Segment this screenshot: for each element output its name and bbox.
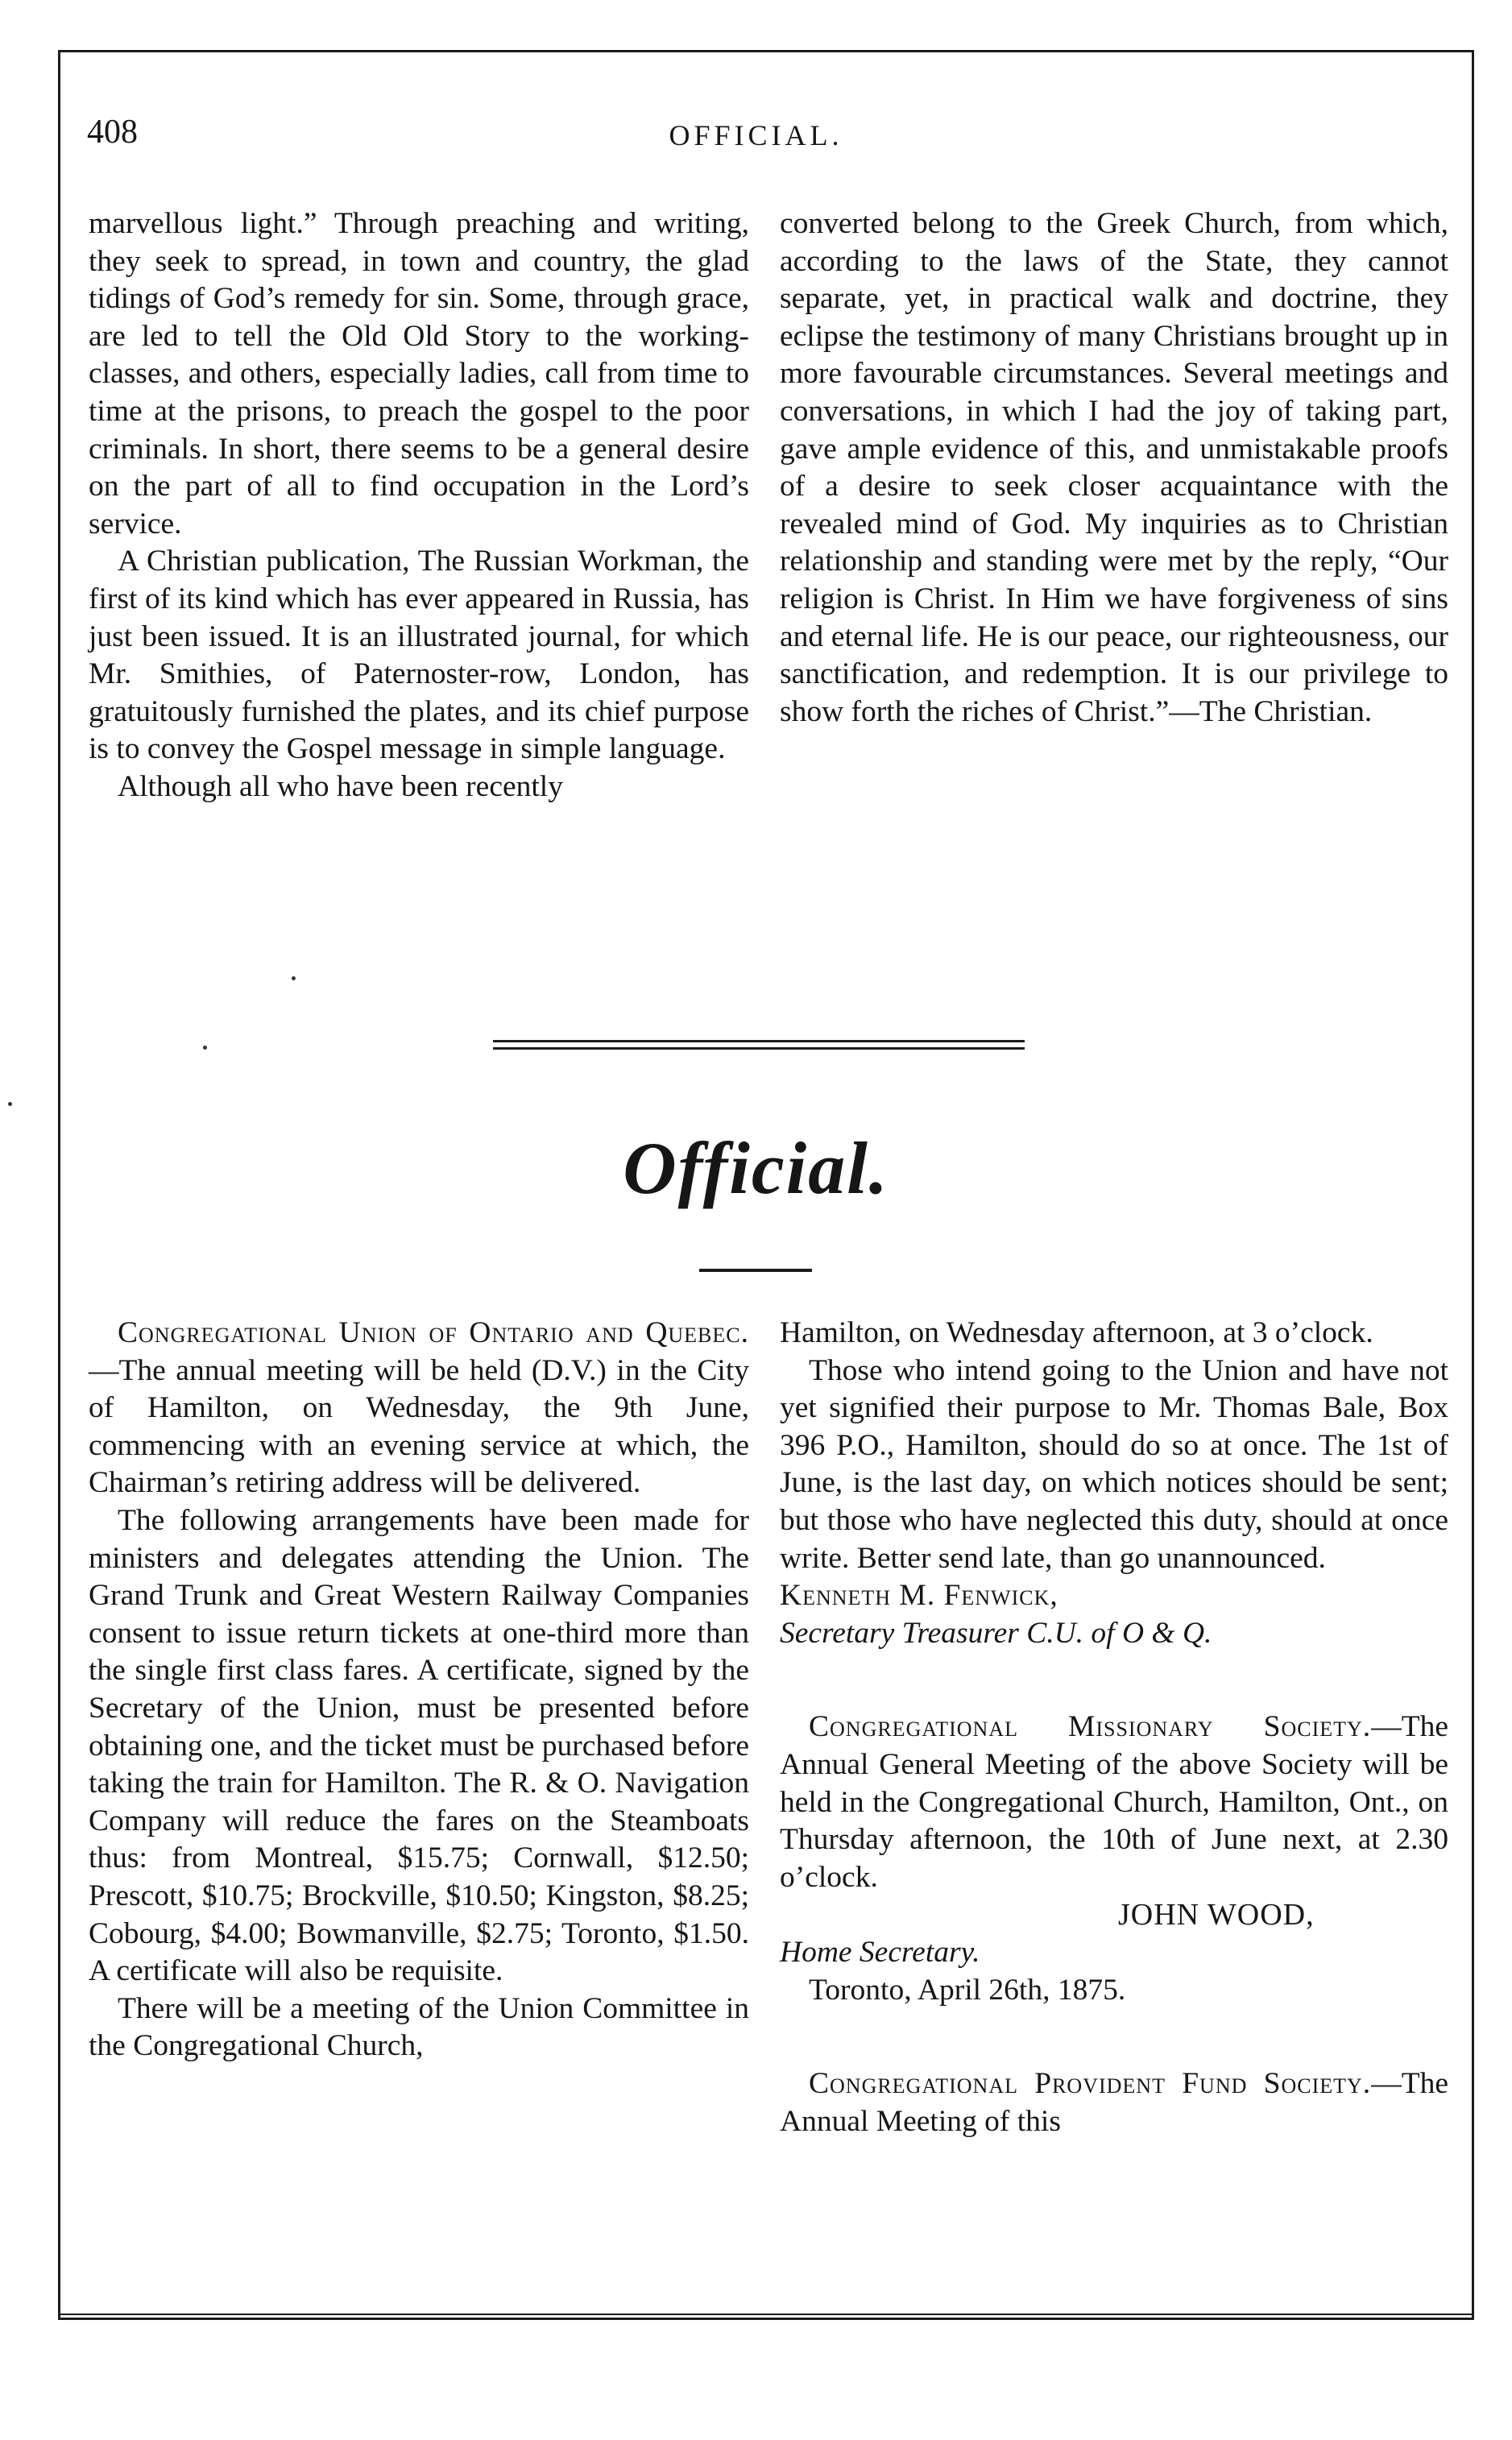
print-speck — [203, 1046, 207, 1050]
paragraph: Those who intend going to the Union and have not yet signified their purpose to Mr. Thomas Bale, Box 396 P.O., Hamilton, should do so at once. The 1st of June, is the last day, on which notices should be sent; but those who have neglected this duty, should at once write. Better send late, than go unannounced. — [780, 1353, 1448, 1575]
notice-paragraph — [780, 2065, 1448, 2140]
bottom-left-column — [89, 1315, 749, 2065]
signature-name: Kenneth M. Fenwick, — [780, 1579, 1058, 1613]
notice-text: —The annual meeting will be held (D.V.) in the City of Hamilton, on Wednesday, the 9th June, commencing with an evening service at which, the Chairman’s retiring address will be delivered. — [89, 1353, 749, 1500]
paragraph: Although all who have been recently — [118, 769, 563, 803]
paragraph: A Christian publication, The Russian Workman, the first of its kind which has ever appeared in Russia, has just been issued. It is an illustrated journal, for which Mr. Smithies, of Paternoster-row, London, has gratuitously furnished the plates, and its chief purpose is to convey the Gospel message in simple language. — [89, 545, 749, 766]
print-speck — [8, 1102, 12, 1106]
spacer — [780, 2009, 1448, 2065]
signature-name: JOHN WOOD, — [1118, 1898, 1315, 1933]
section-divider — [493, 1040, 1025, 1050]
paragraph: marvellous light.” Through preaching and writing, they seek to spread, in town and country, the glad tidings of God’s remedy for sin. Some, through grace, are led to tell the Old Old Story to the working-classes, and others, especially ladies, call from time to time at the prisons, to preach the gospel to the poor criminals. In short, there seems to be a general desire on the part of all to find occupation in the Lord’s service. — [89, 207, 749, 541]
signature-title: Home Secretary. — [780, 1935, 980, 1969]
print-speck — [292, 976, 296, 980]
dateline: Toronto, April 26th, 1875. — [809, 1973, 1126, 2007]
notice-lead: Congregational Missionary Society. — [809, 1710, 1372, 1744]
page-number: 408 — [87, 114, 138, 151]
notice-text: —The Annual Meeting of this — [780, 2067, 1448, 2138]
paragraph: There will be a meeting of the Union Committee in the Congregational Church, — [89, 1991, 749, 2063]
paragraph: converted belong to the Greek Church, from which, according to the laws of the State, they cannot separate, yet, in practical walk and doctrine, they eclipse the testimony of many Christians brought up in more favourable circumstances. Several meetings and conversations, in which I had the joy of taking part, gave ample evidence of this, and unmistakable proofs of a desire to seek closer acquaintance with the revealed mind of God. My inquiries as to Christian relationship and standing were met by the reply, “Our religion is Christ. In Him we have forgiveness of sins and eternal life. He is our peace, our righteousness, our sanctification, and redemption. It is our privilege to show forth the riches of Christ.”—The Christian. — [780, 207, 1448, 728]
signature-title: Secretary Treasurer C.U. of O & Q. — [780, 1616, 1212, 1650]
spacer — [780, 1652, 1448, 1709]
bottom-right-column — [780, 1315, 1448, 2140]
bottom-rule — [58, 2314, 1474, 2315]
notice-paragraph — [780, 1709, 1448, 1896]
notice-lead: Congregational Provident Fund Society. — [809, 2067, 1372, 2101]
paragraph: The following arrangements have been made for ministers and delegates attending the Union. The Grand Trunk and Great Western Railway Companies consent to issue return tickets at one-third more than the single first class fares. A certificate, signed by the Secretary of the Union, must be presented before obtaining one, and the ticket must be purchased before taking the train for Hamilton. The R. & O. Navigation Company will reduce the fares on the Steamboats thus: from Montreal, $15.75; Cornwall, $12.50; Prescott, $10.75; Brockville, $10.50; Kingston, $8.25; Cobourg, $4.00; Bowmanville, $2.75; Toronto, $1.50. A certificate will also be requisite. — [89, 1503, 749, 1988]
section-heading: Official. — [623, 1127, 889, 1209]
heading-underline — [699, 1269, 812, 1272]
top-right-column — [780, 205, 1448, 731]
top-left-column — [89, 205, 749, 806]
notice-text: —The Annual General Meeting of the above Society will be held in the Congregational Church, Hamilton, Ont., on Thursday afternoon, the 10th of June next, at 2.30 o’clock. — [780, 1710, 1448, 1894]
running-title: OFFICIAL. — [669, 119, 843, 151]
notice-paragraph — [89, 1315, 749, 1502]
paragraph: Hamilton, on Wednesday afternoon, at 3 o’clock. — [780, 1316, 1373, 1349]
notice-lead: Congregational Union of Ontario and Quebec. — [118, 1316, 749, 1349]
